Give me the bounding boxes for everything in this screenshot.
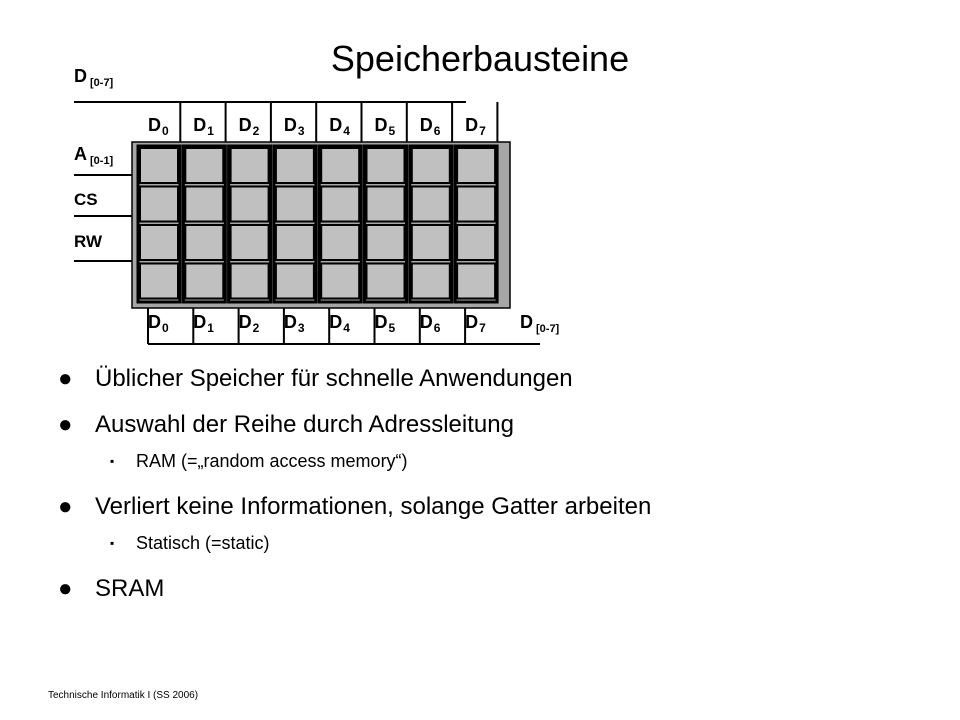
memory-cell — [321, 264, 359, 299]
bullet-text: SRAM — [95, 575, 165, 602]
bullet-text: Statisch (=static) — [136, 533, 270, 553]
memory-cell — [321, 225, 359, 260]
pin-label-top-0: $D_0$ — [148, 115, 169, 138]
pin-label-top-6: $D_6$ — [419, 115, 441, 138]
pin-label-top-2: $D_2$ — [238, 115, 260, 138]
memory-cell — [231, 264, 269, 299]
memory-cell — [140, 187, 178, 222]
bullet-text: Verliert keine Informationen, solange Gatter arbeiten — [95, 493, 652, 520]
bullet-marker: ● — [58, 411, 73, 438]
memory-cell — [457, 148, 495, 183]
rw-label: RW — [74, 232, 103, 251]
memory-cell — [412, 187, 450, 222]
pin-label-bottom-7: $D_7$ — [465, 312, 486, 335]
memory-cell — [412, 225, 450, 260]
memory-cell — [457, 187, 495, 222]
memory-cell — [140, 225, 178, 260]
memory-cell — [140, 148, 178, 183]
bullet-text: Auswahl der Reihe durch Adressleitung — [95, 411, 514, 438]
memory-cell — [276, 264, 314, 299]
memory-cell — [185, 225, 223, 260]
bullet-marker: ● — [58, 365, 73, 392]
memory-cell — [367, 264, 405, 299]
slide-title: Speicherbausteine — [330, 38, 630, 79]
bullet-marker: ▪ — [110, 454, 115, 468]
memory-cell — [367, 225, 405, 260]
memory-cell — [412, 148, 450, 183]
pin-label-bottom-0: $D_0$ — [148, 312, 169, 335]
memory-cell — [457, 225, 495, 260]
pin-label-bottom-6: $D_6$ — [419, 312, 441, 335]
memory-cell — [367, 187, 405, 222]
memory-cell — [140, 264, 178, 299]
memory-cell — [185, 187, 223, 222]
memory-cell — [231, 187, 269, 222]
bullet-text: RAM (=„random access memory“) — [136, 451, 408, 471]
bullet-item — [58, 574, 651, 620]
pin-label-bottom-1: $D_1$ — [193, 312, 214, 335]
memory-cell — [231, 225, 269, 260]
memory-cell — [276, 225, 314, 260]
memory-cell — [457, 264, 495, 299]
memory-cell — [367, 148, 405, 183]
memory-cell — [185, 264, 223, 299]
pin-label-bottom-3: $D_3$ — [283, 312, 305, 335]
pin-label-bottom-5: $D_5$ — [374, 312, 396, 335]
memory-cell — [412, 264, 450, 299]
pin-label-bottom-2: $D_2$ — [238, 312, 260, 335]
bullet-text: Üblicher Speicher für schnelle Anwendungen — [95, 365, 573, 392]
pin-label-top-3: $D_3$ — [283, 115, 305, 138]
pin-label-top-1: $D_1$ — [193, 115, 214, 138]
sub-bullet-item — [58, 532, 651, 574]
bus-bottom-label: D $_{[0-7]}$ — [520, 312, 560, 335]
memory-cell — [321, 148, 359, 183]
address-label: A $_{[0-1]}$ — [74, 144, 114, 167]
bullet-item — [58, 364, 651, 410]
cs-label: CS — [74, 190, 98, 209]
bus-top-label: D $_{[0-7]}$ — [74, 66, 114, 89]
memory-cell — [321, 187, 359, 222]
bullet-marker: ▪ — [110, 536, 115, 550]
memory-cell — [276, 148, 314, 183]
pin-label-top-4: $D_4$ — [329, 115, 350, 138]
memory-cell — [276, 187, 314, 222]
bullet-marker: ● — [58, 493, 73, 520]
bullet-list — [58, 364, 651, 620]
pin-label-bottom-4: $D_4$ — [329, 312, 350, 335]
pin-label-top-5: $D_5$ — [374, 115, 396, 138]
footer-text: Technische Informatik I (SS 2006) — [48, 690, 199, 701]
pin-label-top-7: $D_7$ — [465, 115, 486, 138]
memory-cell — [185, 148, 223, 183]
bullet-marker: ● — [58, 575, 73, 602]
sub-bullet-item — [58, 450, 651, 492]
data-pins-bottom — [148, 312, 486, 335]
memory-cell — [231, 148, 269, 183]
